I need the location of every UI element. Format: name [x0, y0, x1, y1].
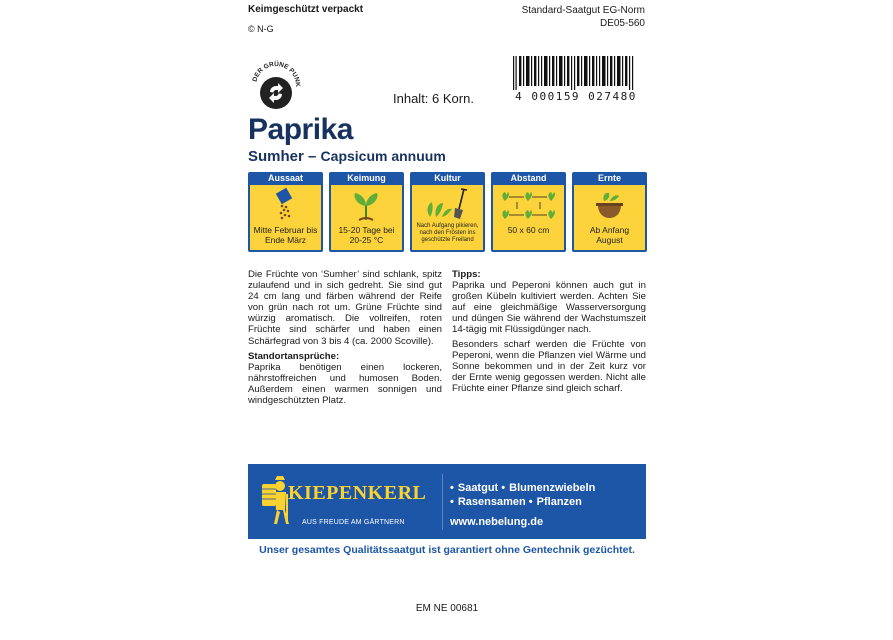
product-subtitle: [248, 148, 446, 165]
info-boxes: [248, 172, 646, 252]
spade-plant-icon: [412, 187, 483, 223]
latin-name: Capsicum annuum: [320, 148, 446, 164]
location-heading: Standortansprüche:: [248, 350, 340, 362]
bullet: •: [450, 482, 454, 494]
service-item: Saatgut: [457, 482, 499, 494]
kiepenkerl-banner: [248, 464, 646, 539]
seedling-icon: [331, 187, 402, 223]
dash: –: [308, 148, 317, 165]
bullet: •: [501, 482, 506, 494]
service-item: Blumenzwiebeln: [509, 482, 596, 494]
germ-protected-note: Keimgeschützt verpackt: [248, 4, 364, 15]
tips-column: [452, 269, 646, 394]
info-box-text: Mitte Februar bis Ende März: [253, 225, 318, 245]
bullet: •: [528, 496, 533, 508]
gmo-free-note: Unser gesamtes Qualitätssaatgut ist garantiert ohne Gentechnik gezüchtet.: [259, 544, 635, 556]
info-box-kultur: [410, 172, 485, 252]
info-box-heading: Kultur: [434, 173, 461, 183]
standard-info: [522, 4, 645, 30]
website-link[interactable]: www.nebelung.de: [450, 516, 544, 528]
variety-description: Die Früchte von ‘Sumher’ sind schlank, spitz zulaufend und in sich gedreht. Sie sind gut 24 cm lang und färben während der Reife von grün nach rot um. Grüne Früchte sind würzig aromatisch. Die vollreifen, roten Früchte sind schärfer und haben einen Schärfegrad von 3 bis 4 (ca. 2000 Scoville).: [248, 269, 442, 347]
service-item: Rasensamen: [457, 496, 526, 508]
location-text: Paprika benötigen einen lockeren, nährstoffreichen und humosen Boden. Außerdem einen warmen sonnigen und windgeschützten Platz.: [248, 361, 442, 407]
product-title: Paprika: [248, 113, 353, 146]
info-box-heading: Keimung: [347, 173, 386, 183]
tips-text-2: Besonders scharf werden die Früchte von Peperoni, wenn die Pflanzen viel Wärme und Sonne bekommen und in der Zeit kurz vor der Ernte wenig gegossen werden. Nicht alle Früchte einer Pflanze sind gleich scharf.: [452, 338, 646, 394]
divider: [442, 474, 443, 530]
info-box-heading: Abstand: [510, 173, 547, 183]
harvest-bowl-icon: [574, 187, 645, 223]
barcode: [511, 56, 641, 90]
info-box-heading: Ernte: [597, 173, 621, 183]
services-line-2: [450, 496, 582, 508]
standard-label: Standard-Saatgut EG-Norm: [521, 5, 645, 16]
variety-name: Sumher: [248, 148, 304, 165]
info-box-text: Ab Anfang August: [589, 225, 630, 245]
product-code: DE05-560: [599, 18, 645, 29]
ean-number: 4 000159 027480: [515, 90, 637, 103]
info-box-abstand: [491, 172, 566, 252]
services-line-1: [450, 482, 595, 494]
brand-tagline: AUS FREUDE AM GÄRTNERN: [302, 519, 405, 526]
bullet: •: [450, 496, 454, 508]
service-item: Pflanzen: [536, 496, 582, 508]
green-dot-logo: [246, 56, 306, 116]
tips-text-1: Paprika und Peperoni können auch gut in großen Kübeln kultiviert werden. Achten Sie auf eine gleichmäßige Wasserversorgung und düngen Sie während der Wachstumszeit 14-tägig mit Flüssigdünger nach.: [452, 280, 646, 336]
info-box-text: Nach Aufgang pikieren, nach den Frösten ins geschützte Freiland: [416, 223, 479, 243]
kiepenkerl-figure-icon: [258, 474, 292, 528]
info-box-aussaat: [248, 172, 323, 252]
copyright-note: © N-G: [248, 24, 274, 34]
info-box-text: 15-20 Tage bei 20-25 °C: [338, 225, 395, 245]
info-box-ernte: [572, 172, 647, 252]
em-code: EM NE 00681: [415, 603, 479, 614]
svg-text:DER GRÜNE PUNKT: DER GRÜNE PUNK: [251, 60, 302, 88]
spacing-icon: [493, 187, 564, 223]
tips-heading: Tipps:: [452, 269, 481, 280]
info-box-keimung: [329, 172, 404, 252]
seed-sowing-icon: [250, 187, 321, 223]
description-column: [248, 269, 442, 406]
brand-name: KIEPENKERL: [288, 482, 427, 504]
info-box-heading: Aussaat: [267, 173, 303, 183]
content-amount: Inhalt: 6 Korn.: [393, 91, 474, 106]
info-box-text: 50 x 60 cm: [507, 225, 550, 235]
